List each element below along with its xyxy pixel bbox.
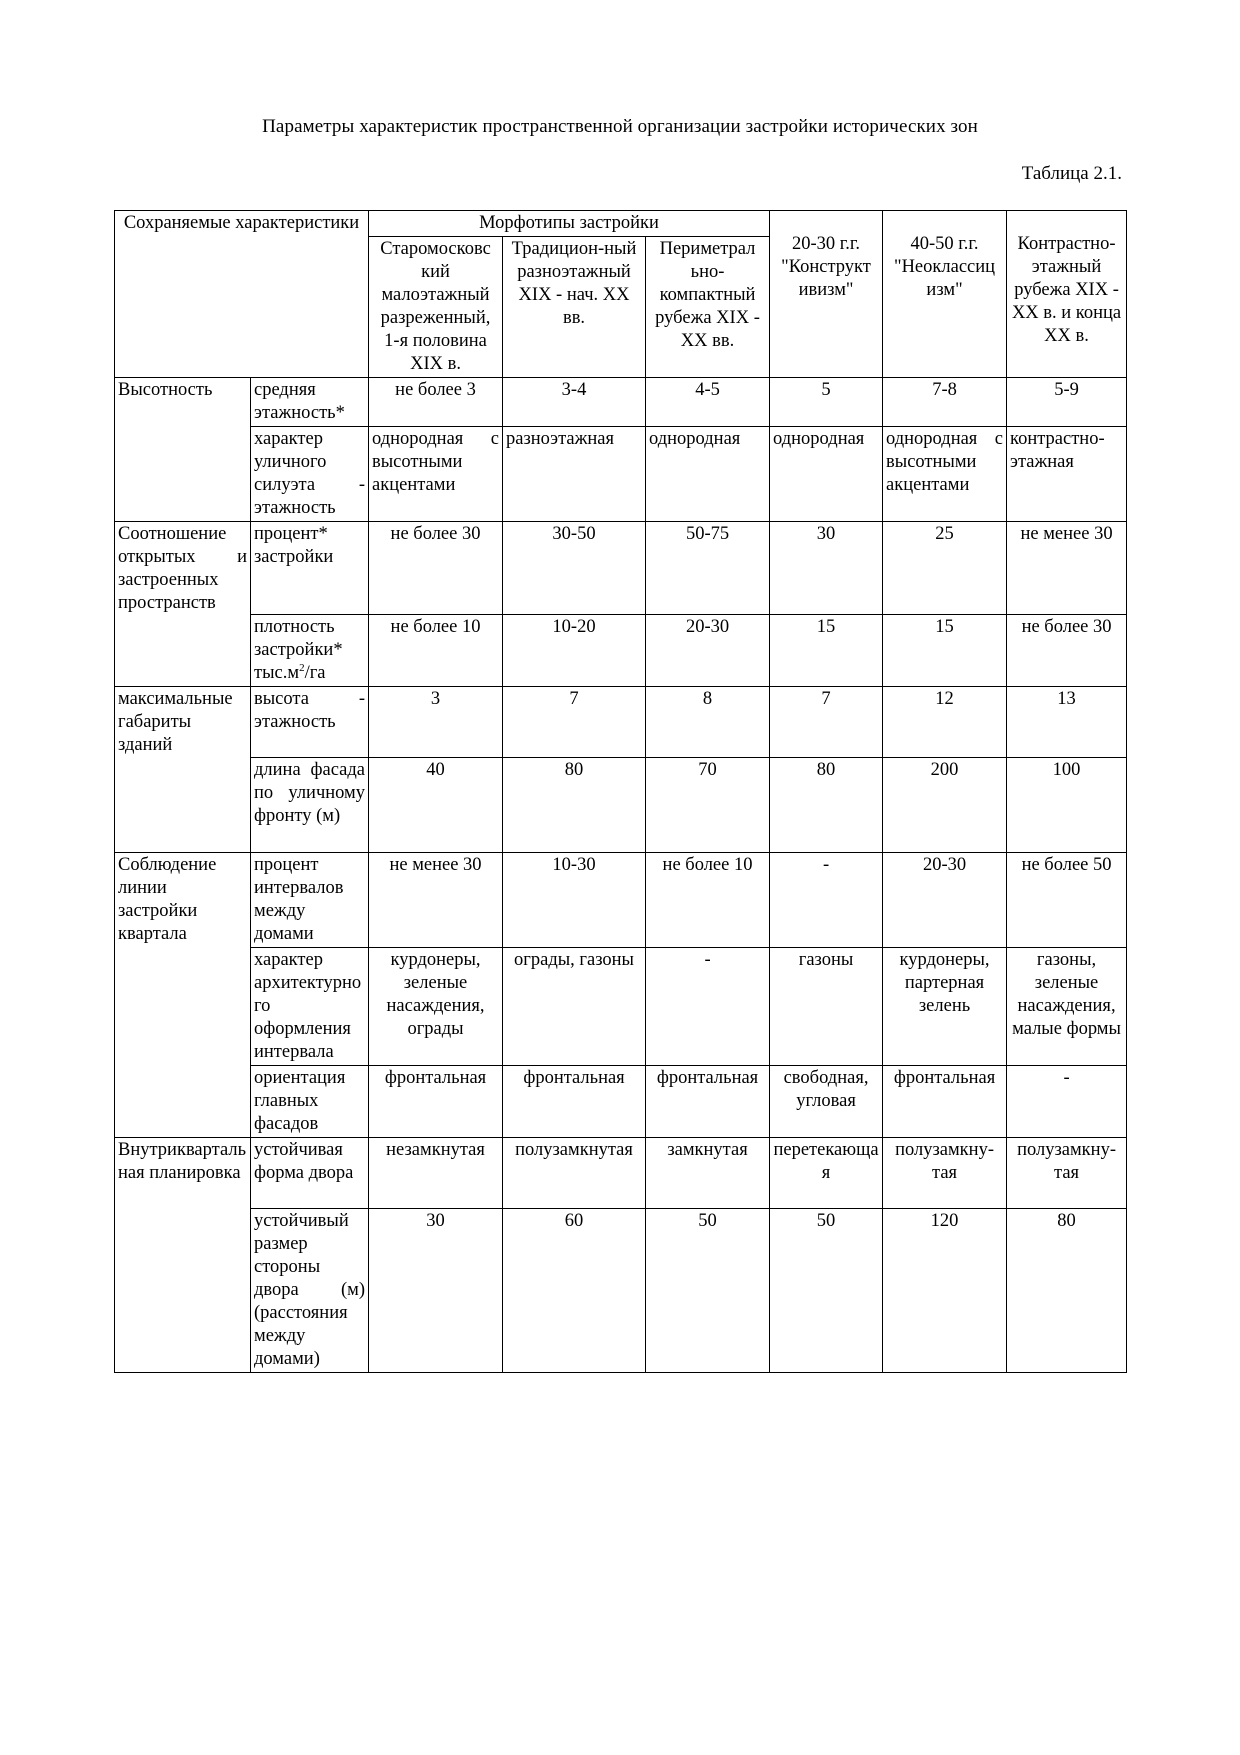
cell: 20-30 — [883, 853, 1007, 948]
table-row — [115, 522, 1127, 615]
header-col-6: Контрастно-этажный рубежа XIX - XX в. и конца XX в. — [1007, 211, 1127, 378]
cell: 50 — [770, 1209, 883, 1373]
table-row — [115, 1138, 1127, 1209]
cell: не менее 30 — [369, 853, 503, 948]
header-morphotypes: Морфотипы застройки — [369, 211, 770, 237]
cell: не более 30 — [369, 522, 503, 615]
cell: 70 — [646, 758, 770, 853]
group-dims: максимальные габариты зданий — [115, 687, 251, 853]
row-param: устойчивый размер стороны двора (м) (расстояния между домами) — [251, 1209, 369, 1373]
row-param: устойчивая форма двора — [251, 1138, 369, 1209]
row-param: характер архитектурного оформления интервала — [251, 948, 369, 1066]
cell: 100 — [1007, 758, 1127, 853]
row-param: процент интервалов между домами — [251, 853, 369, 948]
cell: - — [1007, 1066, 1127, 1138]
table-row — [115, 758, 1127, 853]
cell: фронтальная — [503, 1066, 646, 1138]
cell: однородная с высотными акцентами — [883, 427, 1007, 522]
header-col-3: Периметрал ьно-компактный рубежа XIX - XX вв. — [646, 237, 770, 378]
row-param: процент* застройки — [251, 522, 369, 615]
cell: свободная, угловая — [770, 1066, 883, 1138]
cell: ограды, газоны — [503, 948, 646, 1066]
cell: 80 — [1007, 1209, 1127, 1373]
cell: однородная с высотными акцентами — [369, 427, 503, 522]
header-col-5: 40-50 г.г. "Неоклассиц изм" — [883, 211, 1007, 378]
cell: полузамкнутая — [503, 1138, 646, 1209]
cell: 7-8 — [883, 378, 1007, 427]
cell: 4-5 — [646, 378, 770, 427]
cell: однородная — [770, 427, 883, 522]
cell: не более 10 — [369, 615, 503, 687]
cell: 3-4 — [503, 378, 646, 427]
cell: 80 — [770, 758, 883, 853]
cell: фронтальная — [883, 1066, 1007, 1138]
cell: перетекающая — [770, 1138, 883, 1209]
cell: газоны — [770, 948, 883, 1066]
table-row — [115, 1209, 1127, 1373]
header-col-1: Старомосковс кий малоэтажный разреженный, 1-я половина XIX в. — [369, 237, 503, 378]
cell: 12 — [883, 687, 1007, 758]
cell: не более 10 — [646, 853, 770, 948]
cell: курдонеры, партерная зелень — [883, 948, 1007, 1066]
cell: 7 — [770, 687, 883, 758]
cell: - — [646, 948, 770, 1066]
cell: 50-75 — [646, 522, 770, 615]
cell: курдонеры, зеленые насаждения, ограды — [369, 948, 503, 1066]
characteristics-table — [114, 210, 1127, 1373]
cell: полузамкну-тая — [1007, 1138, 1127, 1209]
cell: 60 — [503, 1209, 646, 1373]
cell: контрастно-этажная — [1007, 427, 1127, 522]
cell: не более 50 — [1007, 853, 1127, 948]
cell: 5-9 — [1007, 378, 1127, 427]
header-row — [115, 211, 1127, 237]
table-row — [115, 378, 1127, 427]
cell: 8 — [646, 687, 770, 758]
table-row — [115, 427, 1127, 522]
row-param: плотность застройки* $тыс.м^2/га$ — [251, 615, 369, 687]
row-param: длина фасада по уличному фронту (м) — [251, 758, 369, 853]
cell: 10-30 — [503, 853, 646, 948]
cell: 200 — [883, 758, 1007, 853]
cell: фронтальная — [646, 1066, 770, 1138]
cell: 50 — [646, 1209, 770, 1373]
cell: 30-50 — [503, 522, 646, 615]
cell: 5 — [770, 378, 883, 427]
cell: незамкнутая — [369, 1138, 503, 1209]
cell: 3 — [369, 687, 503, 758]
cell: 10-20 — [503, 615, 646, 687]
cell: 15 — [883, 615, 1007, 687]
cell: газоны, зеленые насаждения, малые формы — [1007, 948, 1127, 1066]
table-row — [115, 853, 1127, 948]
cell: полузамкну-тая — [883, 1138, 1007, 1209]
cell: замкнутая — [646, 1138, 770, 1209]
cell: не менее 30 — [1007, 522, 1127, 615]
group-inner: Внутриквартальная планировка — [115, 1138, 251, 1373]
group-line: Соблюдение линии застройки квартала — [115, 853, 251, 1138]
table-row — [115, 687, 1127, 758]
header-col-2: Традицион-ный разноэтажный XIX - нач. XX вв. — [503, 237, 646, 378]
group-ratio: Соотношение открытых и застроенных пространств — [115, 522, 251, 687]
table-row — [115, 1066, 1127, 1138]
cell: однородная — [646, 427, 770, 522]
cell: 13 — [1007, 687, 1127, 758]
cell: не более 3 — [369, 378, 503, 427]
row-param: средняя этажность* — [251, 378, 369, 427]
cell: не более 30 — [1007, 615, 1127, 687]
row-param: характер уличного силуэта - этажность — [251, 427, 369, 522]
table-row — [115, 948, 1127, 1066]
row-param: высота - этажность — [251, 687, 369, 758]
cell: 30 — [369, 1209, 503, 1373]
cell: 40 — [369, 758, 503, 853]
row-param: ориентация главных фасадов — [251, 1066, 369, 1138]
cell: 80 — [503, 758, 646, 853]
cell: 30 — [770, 522, 883, 615]
document-title: Параметры характеристик пространственной организации застройки исторических зон — [262, 116, 978, 137]
table-row — [115, 615, 1127, 687]
cell: 15 — [770, 615, 883, 687]
cell: фронтальная — [369, 1066, 503, 1138]
cell: 20-30 — [646, 615, 770, 687]
group-height: Высотность — [115, 378, 251, 522]
cell: 120 — [883, 1209, 1007, 1373]
table-caption: Таблица 2.1. — [1021, 163, 1122, 184]
header-preserved: Сохраняемые характеристики — [115, 211, 369, 378]
cell: 7 — [503, 687, 646, 758]
cell: 25 — [883, 522, 1007, 615]
cell: - — [770, 853, 883, 948]
cell: разноэтажная — [503, 427, 646, 522]
header-col-4: 20-30 г.г. "Конструкт ивизм" — [770, 211, 883, 378]
